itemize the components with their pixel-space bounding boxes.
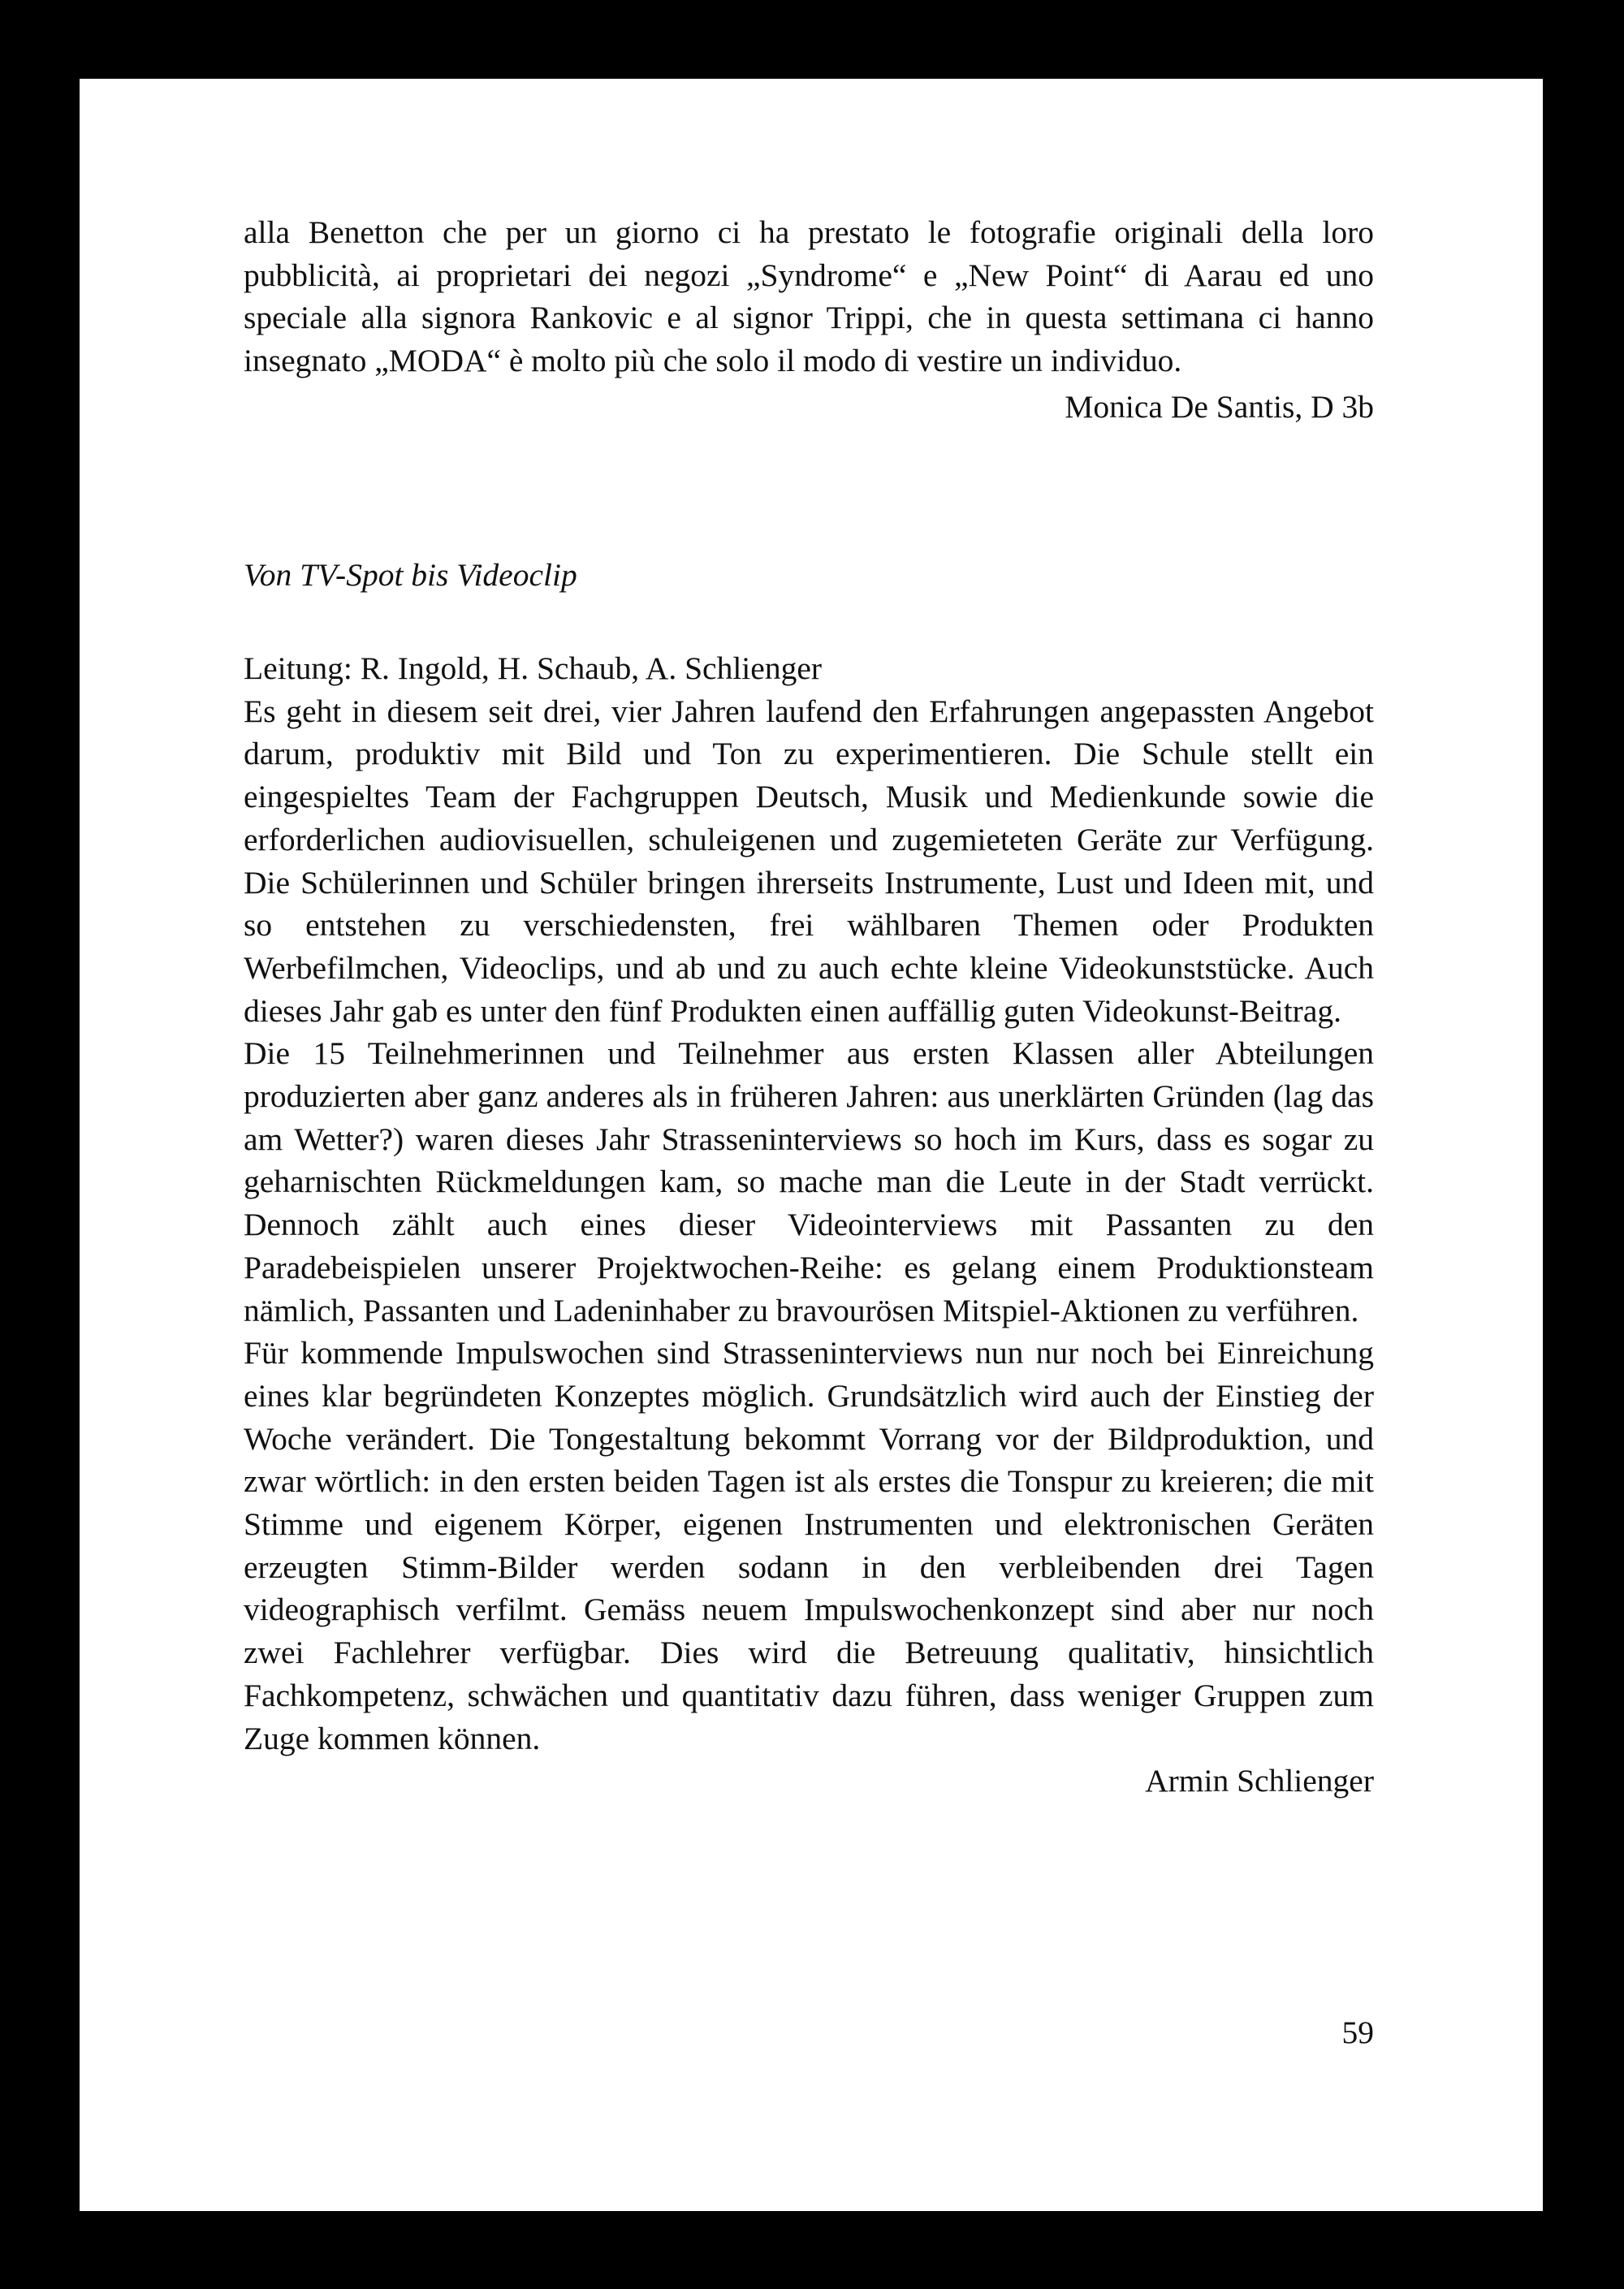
signature-monica-de-santis: Monica De Santis, D 3b [1065,388,1374,425]
section-title-tv-spot: Von TV-Spot bis Videoclip [244,557,577,593]
paragraph-intro: Es geht in diesem seit drei, vier Jahren laufend den Erfahrungen angepassten Angebot darum, produktiv mit Bild und Ton zu experimentieren. Die Schule stellt ein eingespieltes Team der Fachgruppen Deutsch, Musik und Medienkunde sowie die erforderlichen audiovisuellen, schuleigenen und zugemieteten Geräte zur Verfügung. Die Schülerinnen und Schüler bringen ihrerseits Instrumente, Lust und Ideen mit, und so entstehen zu verschiedensten, frei wählbaren Themen oder Produkten Werbefilmchen, Videoclips, und ab und zu auch echte kleine Videokunststücke. Auch dieses Jahr gab es unter den fünf Produkten einen auffällig guten Videokunst-Beitrag. [244,693,1374,1029]
page-number: 59 [1341,2015,1374,2050]
paragraph-future: Für kommende Impulswochen sind Strasseninterviews nun nur noch bei Einreichung eines klar begründeten Konzeptes möglich. Grundsätzlich wird auch der Einstieg der Woche verändert. Die Tongestaltung bekommt Vorrang vor der Bildproduktion, und zwar wörtlich: in den ersten beiden Tagen ist als erstes die Tonspur zu kreieren; die mit Stimme und eigenem Körper, eigenen Instrumenten und elektronischen Geräten erzeugten Stimm-Bilder werden sodann in den verbleibenden drei Tagen videographisch verfilmt. Gemäss neuem Impulswochenkonzept sind aber nur noch zwei Fachlehrer verfügbar. Dies wird die Betreuung qualitativ, hinsichtlich Fachkompetenz, schwächen und quantitativ dazu führen, dass weniger Gruppen zum Zuge kommen können. [244,1335,1374,1756]
leitung-line: Leitung: R. Ingold, H. Schaub, A. Schlienger [244,650,823,686]
signature-armin-schlienger: Armin Schlienger [1145,1763,1374,1799]
section-tv-spot-body [244,647,1374,1803]
section-moda-ending [244,211,1374,429]
paragraph-moda-thanks: alla Benetton che per un giorno ci ha prestato le fotografie originali della loro pubblicità, ai proprietari dei negozi „Syndrome“ e „New Point“ di Aarau ed uno speciale alla signora Rankovic e al signor Trippi, che in questa settimana ci hanno insegnato „MODA“ è molto più che solo il modo di vestire un individuo. [244,214,1374,379]
document-page [80,79,1543,2211]
paragraph-participants: Die 15 Teilnehmerinnen und Teilnehmer aus ersten Klassen aller Abteilungen produzierten aber ganz anderes als in früheren Jahren: aus unerklärten Gründen (lag das am Wetter?) waren dieses Jahr Strasseninterviews so hoch im Kurs, dass es sogar zu geharnischten Rückmeldungen kam, so mache man die Leute in der Stadt verrückt. Dennoch zählt auch eines dieser Videointerviews mit Passanten zu den Paradebeispielen unserer Projektwochen-Reihe: es gelang einem Produktionsteam nämlich, Passanten und Ladeninhaber zu bravourösen Mitspiel-Aktionen zu verführen. [244,1035,1374,1328]
